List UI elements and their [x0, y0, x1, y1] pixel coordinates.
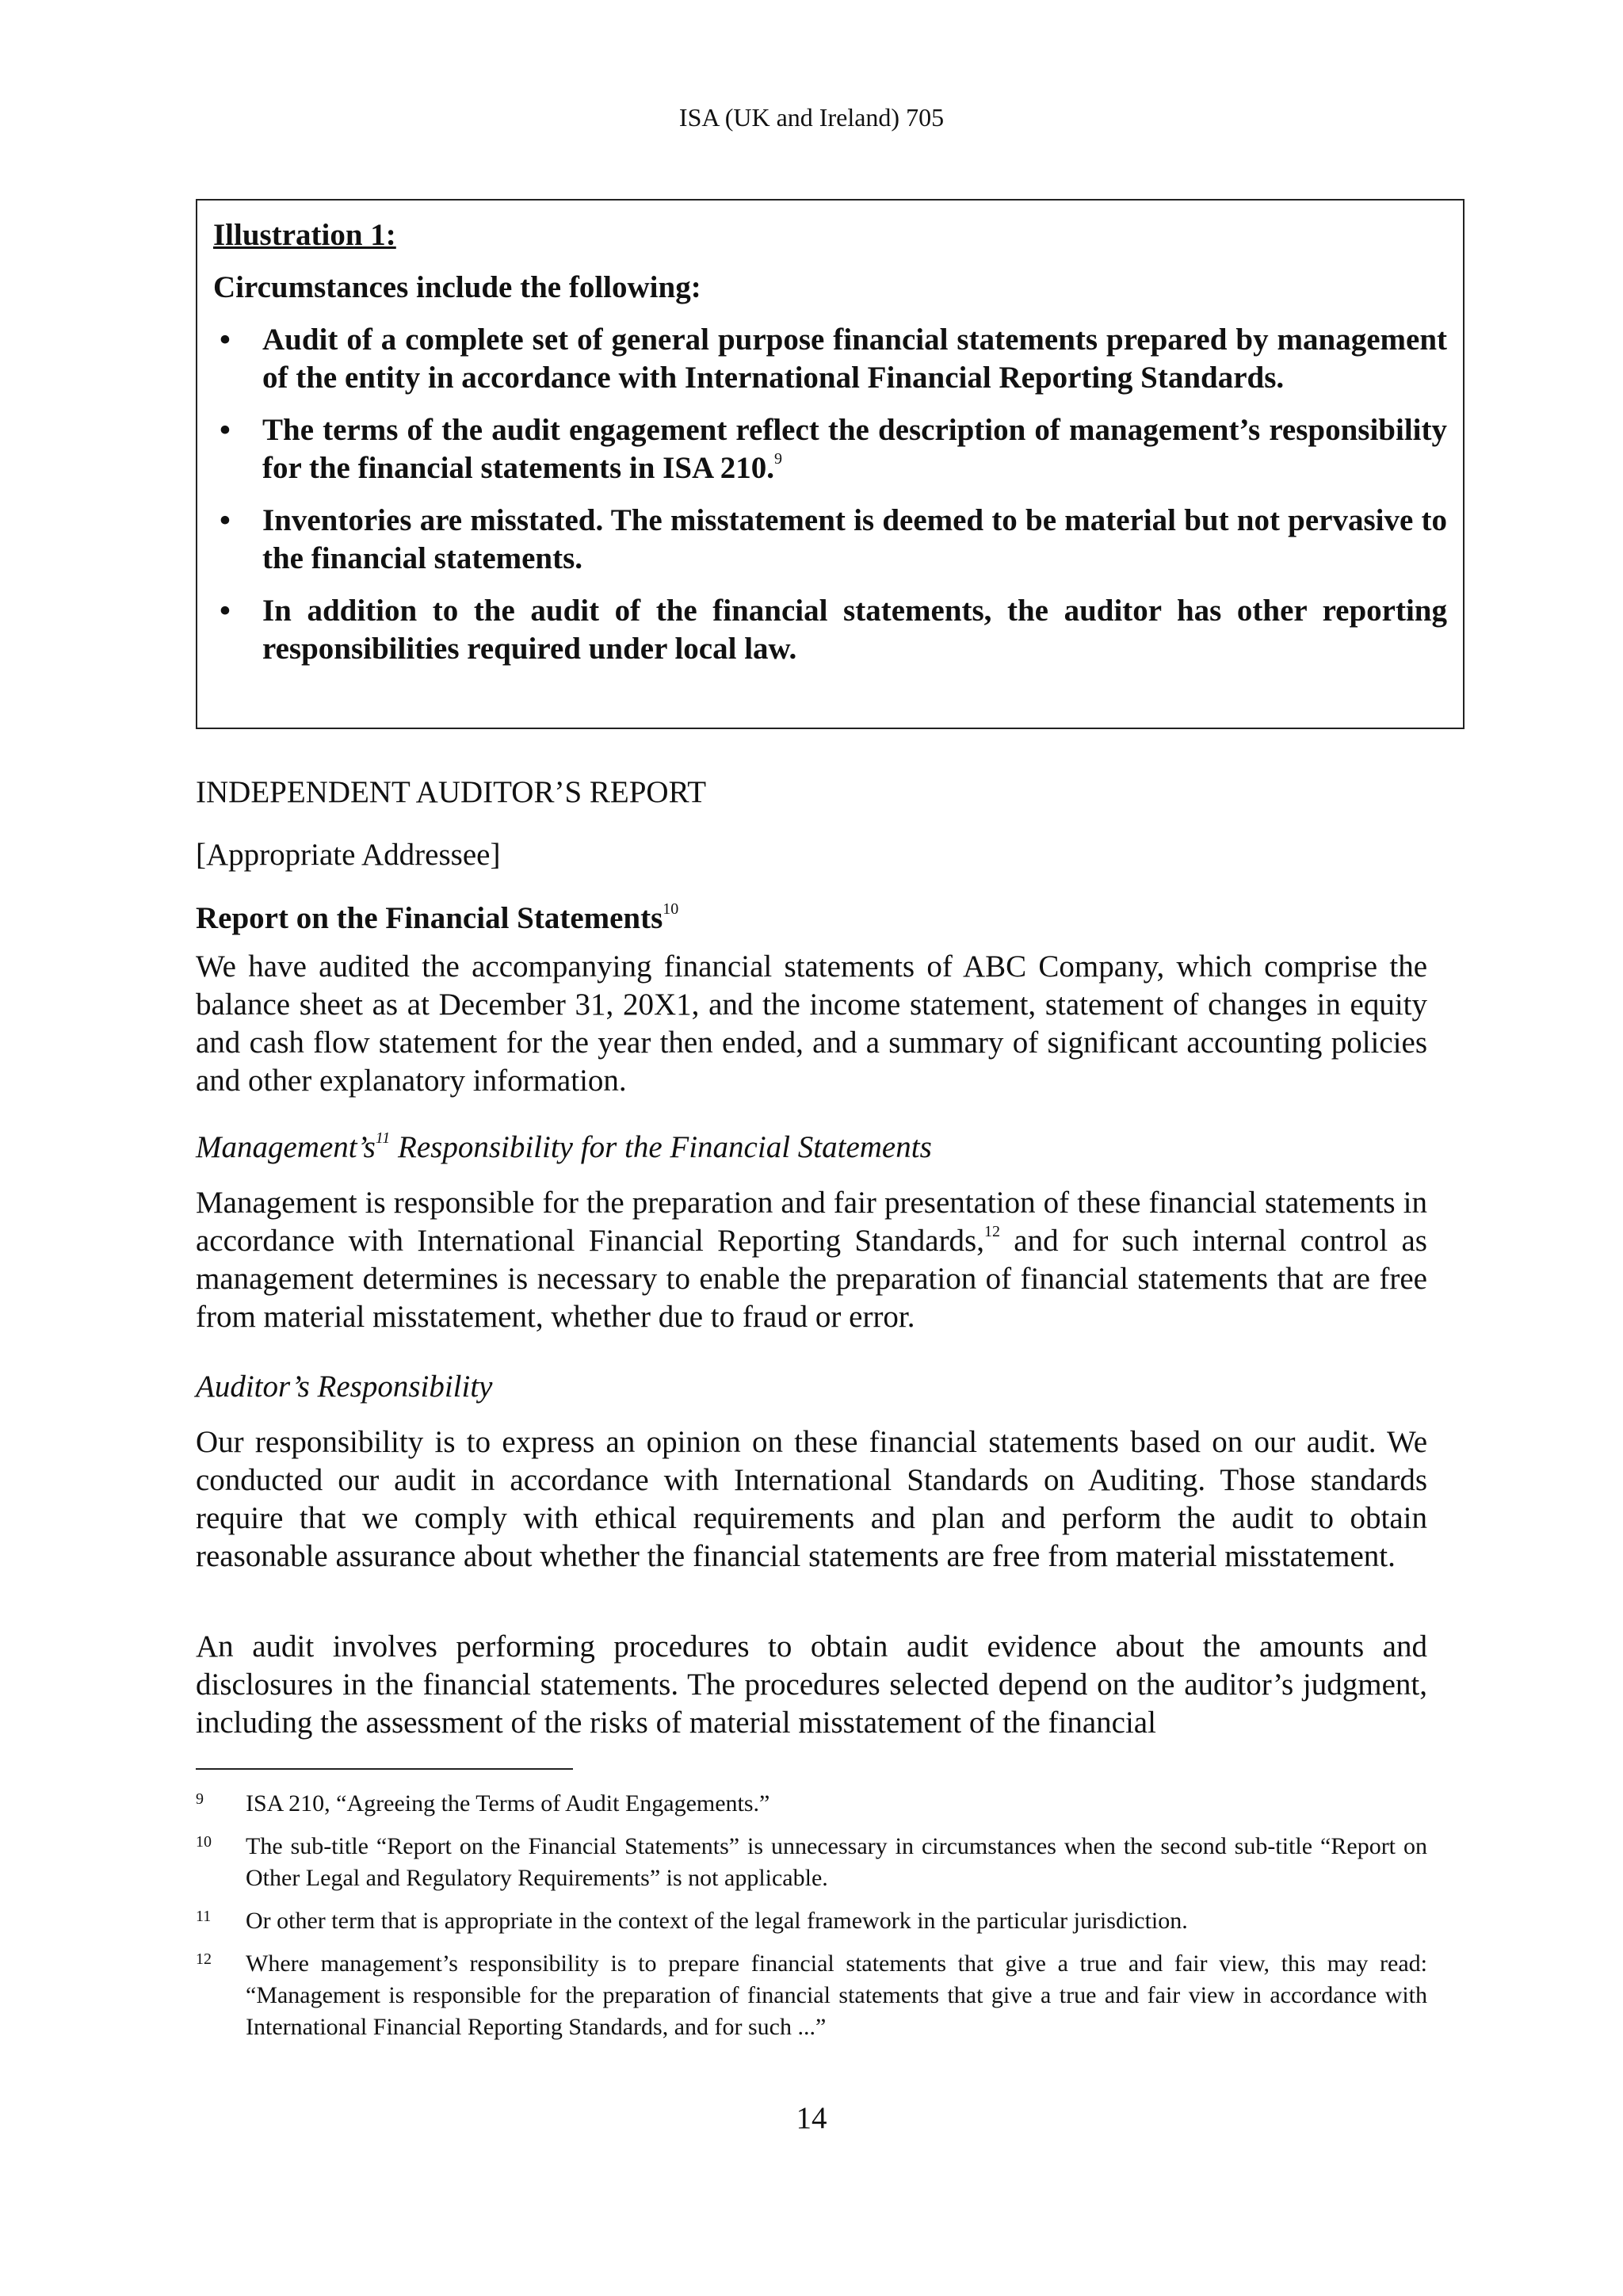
auditor-paragraph-1: Our responsibility is to express an opinion on these financial statements based on our audit. We conducted our audit in accordance with International Standards on Auditing. Those standards require that we comply with ethical requirements and plan and perform the audit to obtain reasonable assurance about whether the financial statements are free from material misstatement.	[196, 1425, 1427, 1573]
bullet-text: Audit of a complete set of general purpose financial statements prepared by management of the entity in accordance with International Financial Reporting Standards.	[262, 323, 1447, 395]
footnote-text: ISA 210, “Agreeing the Terms of Audit Engagements.”	[246, 1790, 770, 1817]
bullet-text: The terms of the audit engagement reflect the description of management’s responsibility for the financial statements in ISA 210.	[262, 413, 1447, 485]
footnote-number: 11	[196, 1908, 212, 1925]
section-heading	[196, 900, 678, 938]
management-heading	[196, 1129, 932, 1167]
auditor-paragraph-2: An audit involves performing procedures to obtain audit evidence about the amounts and disclosures in the financial statements. The procedures selected depend on the auditor’s judgment, including the assessment of the risks of material misstatement of the financial	[196, 1629, 1427, 1740]
footnote-ref[interactable]: 10	[663, 900, 679, 918]
illustration-lead: Circumstances include the following:	[213, 270, 701, 304]
footnote-ref[interactable]: 9	[774, 450, 783, 468]
bullet-icon: •	[220, 594, 231, 628]
management-paragraph	[196, 1184, 1427, 1336]
page-number: 14	[796, 2101, 827, 2135]
section-heading-text: Report on the Financial Statements	[196, 901, 663, 935]
footnote-ref[interactable]: 12	[983, 1223, 1000, 1240]
list-item	[213, 502, 1447, 578]
illustration-box	[196, 199, 1465, 729]
intro-paragraph: We have audited the accompanying financial statements of ABC Company, which comprise the balance sheet as at December 31, 20X1, and the income statement, statement of changes in equity and cash flow statement for the year then ended, and a summary of significant accounting policies and other explanatory information.	[196, 949, 1427, 1098]
footnote-item	[196, 1905, 1427, 1937]
footnote-item	[196, 1788, 1427, 1820]
illustration-bullet-list	[213, 321, 1447, 668]
footnote-item	[196, 1948, 1427, 2043]
footnote-text: The sub-title “Report on the Financial Statements” is unnecessary in circumstances when the second sub-title “Report on Other Legal and Regulatory Requirements” is not applicable.	[246, 1833, 1427, 1891]
management-paragraph-pre: Management is responsible for the preparation and fair presentation of these financial statements in accordance with International Financial Reporting Standards,	[196, 1186, 1427, 1258]
footnote-divider	[196, 1768, 573, 1770]
report-addressee: [Appropriate Addressee]	[196, 838, 501, 872]
footnote-text: Where management’s responsibility is to prepare financial statements that give a true and fair view, this may read: “Management is responsible for the preparation of financial statements that give a true and fair view in accordance with International Financial Reporting Standards, and for such ...”	[246, 1950, 1427, 2040]
bullet-icon: •	[220, 323, 231, 357]
management-heading-pre: Management’s	[196, 1130, 376, 1164]
illustration-title: Illustration 1:	[213, 218, 396, 252]
list-item	[213, 321, 1447, 397]
footnote-number: 10	[196, 1833, 212, 1851]
list-item	[213, 411, 1447, 487]
footnote-text: Or other term that is appropriate in the context of the legal framework in the particular jurisdiction.	[246, 1908, 1188, 1934]
bullet-icon: •	[220, 503, 231, 537]
footnote-number: 12	[196, 1950, 212, 1968]
footnote-number: 9	[196, 1790, 204, 1808]
bullet-icon: •	[220, 413, 231, 447]
footnote-item	[196, 1831, 1427, 1894]
bullet-text: Inventories are misstated. The misstatement is deemed to be material but not pervasive to the financial statements.	[262, 503, 1447, 575]
running-header: ISA (UK and Ireland) 705	[678, 103, 945, 132]
list-item	[213, 592, 1447, 668]
footnote-ref[interactable]: 11	[375, 1129, 391, 1147]
auditor-heading: Auditor’s Responsibility	[196, 1370, 493, 1404]
report-title: INDEPENDENT AUDITOR’S REPORT	[196, 775, 707, 809]
management-heading-post: Responsibility for the Financial Statements	[390, 1130, 932, 1164]
bullet-text: In addition to the audit of the financial statements, the auditor has other reporting responsibilities required under local law.	[262, 594, 1447, 666]
management-paragraph-post: and for such internal control as management determines is necessary to enable the preparation of financial statements that are free from material misstatement, whether due to fraud or error.	[196, 1224, 1427, 1334]
